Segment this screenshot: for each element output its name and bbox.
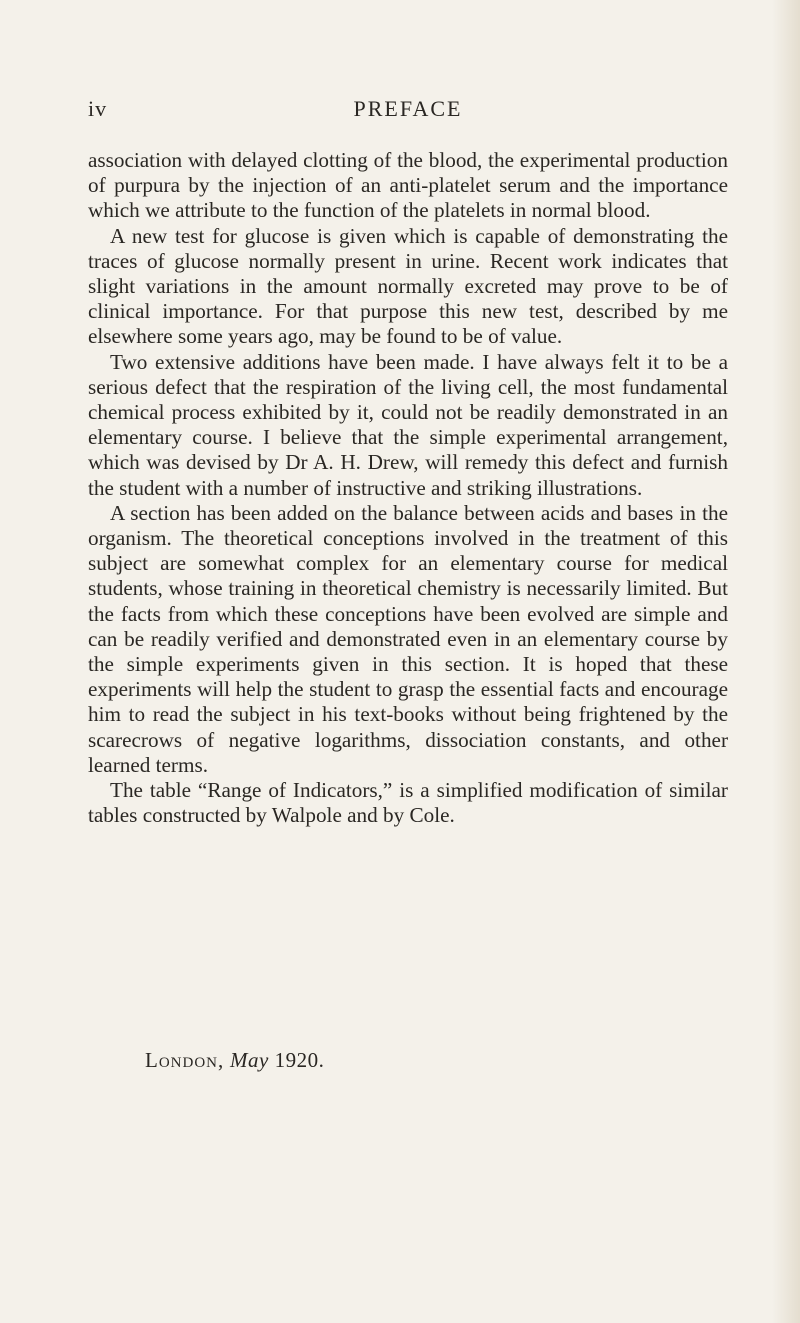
paragraph-glucose-test: A new test for glucose is given which is capable of demonstrating the traces of glucose normally present in urine. Recent work indicates that slight variations in the amount normally excreted may prove to be of clinical importance. For that purpose this new test, described by me elsewhere some years ago, may be found to be of value.	[88, 223, 728, 349]
signature-place: London,	[145, 1048, 225, 1072]
page-number: iv	[88, 96, 108, 121]
paragraph-acid-base: A section has been added on the balance between acids and bases in the organism. The theoretical conceptions involved in the treatment of this subject are somewhat complex for an elementary course for medical students, whose training in theoretical chemistry is necessarily limited. But the facts from which these conceptions have been evolved are simple and can be readily verified and demonstrated even in an elementary course by the simple experiments given in this section. It is hoped that these experiments will help the student to grasp the essential facts and encourage him to read the subject in his text-books without being frightened by the scarecrows of negative logarithms, dissociation constants, and other learned terms.	[88, 500, 728, 777]
page-header	[88, 96, 728, 130]
paragraph-respiration: Two extensive additions have been made. I have always felt it to be a serious defect that the respiration of the living cell, the most fundamental chemical process exhibited by it, could not be readily demonstrated in an elementary course. I believe that the simple experimental arrangement, which was devised by Dr A. H. Drew, will remedy this defect and furnish the student with a number of instructive and striking illustrations.	[88, 349, 728, 500]
paragraph-indicators: The table “Range of Indicators,” is a simplified modification of similar tables constructed by Walpole and by Cole.	[88, 778, 728, 828]
signature-line	[145, 1048, 324, 1073]
paragraph-continuation: association with delayed clotting of the blood, the experimental production of purpura by the injection of an anti-platelet serum and the importance which we attribute to the function of the platelets in normal blood.	[88, 148, 728, 223]
page-edge-shadow	[772, 0, 800, 1323]
preface-body	[88, 148, 728, 828]
signature-month: May	[230, 1048, 269, 1072]
signature-year: 1920.	[274, 1048, 325, 1072]
running-head: PREFACE	[353, 96, 463, 121]
